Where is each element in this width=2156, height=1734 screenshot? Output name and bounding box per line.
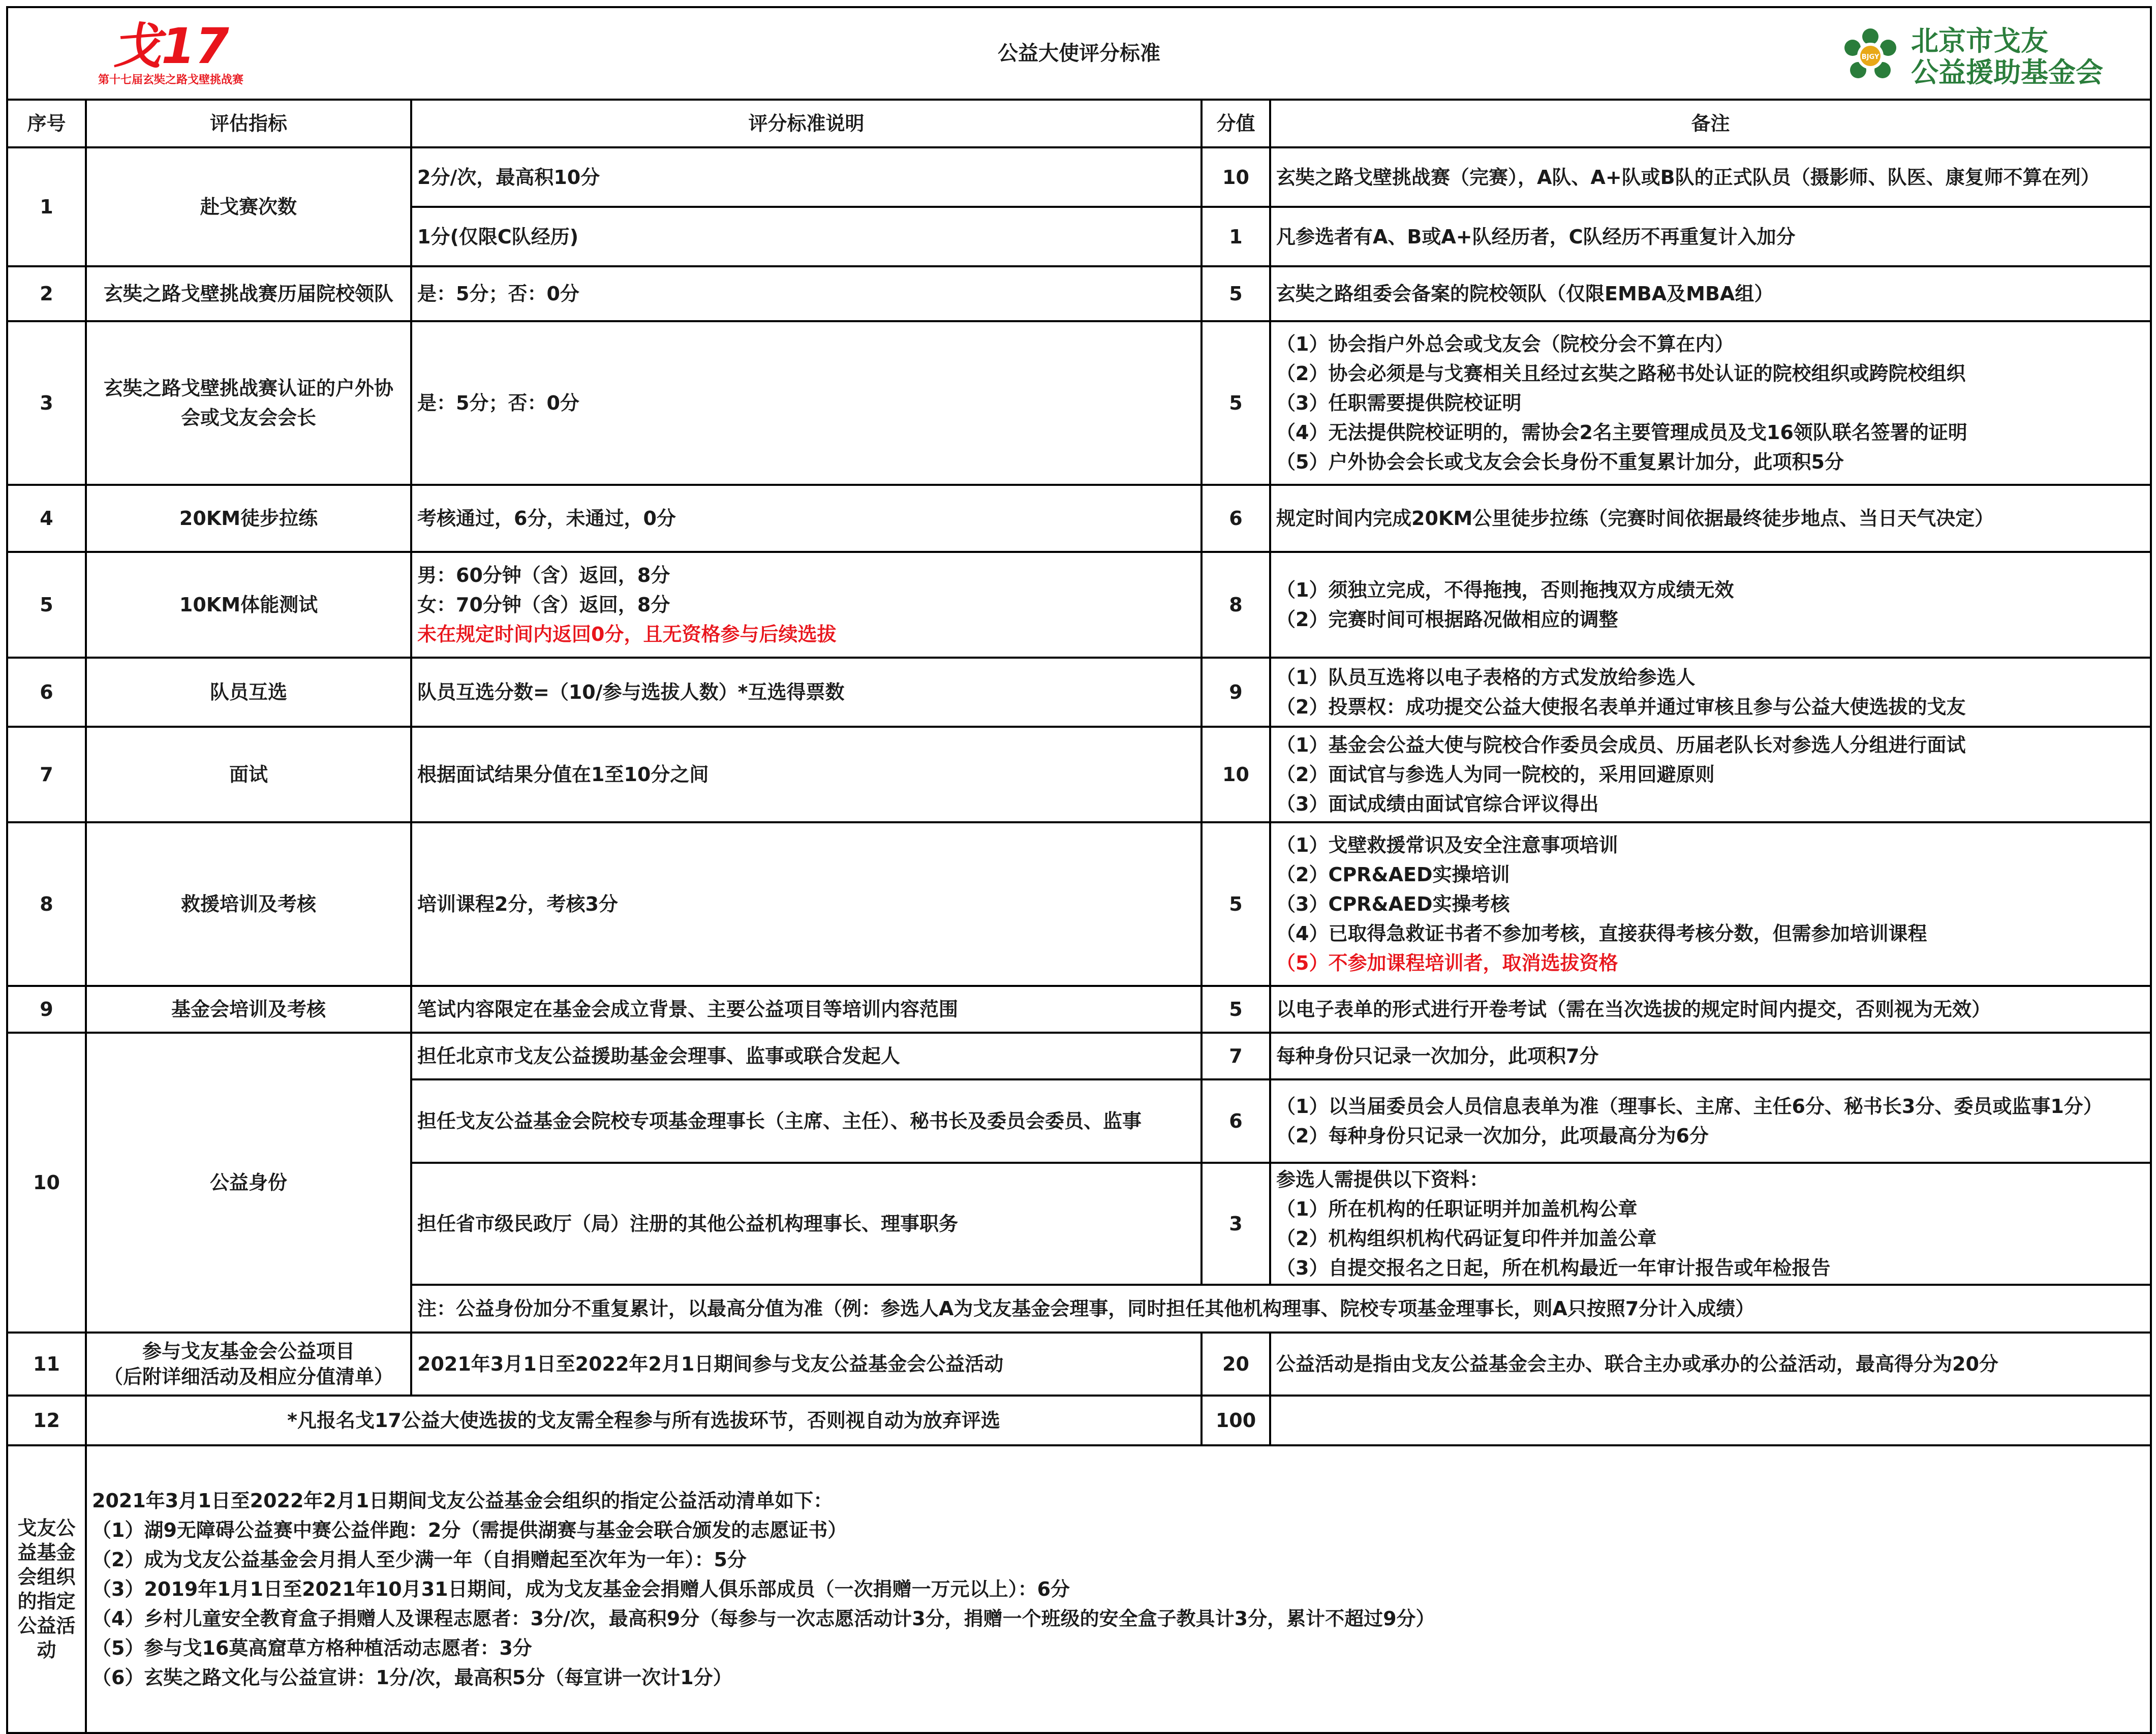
ge17-logo-mark: 戈17 bbox=[112, 18, 229, 75]
row-indicator: 玄奘之路戈壁挑战赛认证的户外协 会或戈友会会长 bbox=[86, 321, 411, 485]
table-row bbox=[7, 266, 2151, 321]
row-no: 10 bbox=[7, 1033, 86, 1333]
ge17-logo bbox=[84, 17, 257, 94]
col-header-score: 分值 bbox=[1202, 100, 1270, 147]
row-note: 公益活动是指由戈友公益基金会主办、联合主办或承办的公益活动，最高得分为20分 bbox=[1270, 1333, 2151, 1396]
row-indicator: 赴戈赛次数 bbox=[86, 147, 411, 266]
header-row bbox=[7, 7, 2151, 100]
foundation-emblem-icon bbox=[1840, 25, 1901, 86]
row-note: （1）协会指户外总会或戈友会（院校分会不算在内） （2）协会必须是与戈赛相关且经过玄奘之路秘书处认证的院校组织或跨院校组织 （3）任职需要提供院校证明 （4）无法提供院校证明的，需协会2名主要管理成员及戈16领队联名签署的证明 （5）户外协会会长或戈友会会长身份不重复累计加分，此项积5分 bbox=[1270, 321, 2151, 485]
row-score: 9 bbox=[1202, 658, 1270, 727]
table-row bbox=[7, 822, 2151, 986]
row-indicator: 公益身份 bbox=[86, 1033, 411, 1333]
row-note: （1）须独立完成，不得拖拽，否则拖拽双方成绩无效 （2）完赛时间可根据路况做相应的调整 bbox=[1270, 552, 2151, 658]
row-criteria: 男：60分钟（含）返回，8分 女：70分钟（含）返回，8分 未在规定时间内返回0分，且无资格参与后续选拔 bbox=[411, 552, 1202, 658]
table-row bbox=[7, 485, 2151, 552]
row-score: 6 bbox=[1202, 485, 1270, 552]
row-criteria: 担任北京市戈友公益援助基金会理事、监事或联合发起人 bbox=[411, 1033, 1202, 1079]
row-note: 每种身份只记录一次加分，此项积7分 bbox=[1270, 1033, 2151, 1079]
activities-row bbox=[7, 1445, 2151, 1733]
foundation-name-line2: 公益援助基金会 bbox=[1911, 56, 2104, 88]
row-criteria: 是：5分；否：0分 bbox=[411, 321, 1202, 485]
row-no: 2 bbox=[7, 266, 86, 321]
table-row bbox=[7, 147, 2151, 207]
row-no: 8 bbox=[7, 822, 86, 986]
row-note: 玄奘之路戈壁挑战赛（完赛），A队、A+队或B队的正式队员（摄影师、队医、康复师不算在列） bbox=[1270, 147, 2151, 207]
row-score: 5 bbox=[1202, 321, 1270, 485]
row-no: 4 bbox=[7, 485, 86, 552]
row-score: 5 bbox=[1202, 822, 1270, 986]
column-header-row bbox=[7, 100, 2151, 147]
row-no: 11 bbox=[7, 1333, 86, 1396]
list-item: （5）参与戈16莫高窟草方格种植活动志愿者：3分 bbox=[92, 1637, 532, 1659]
list-item: （6）玄奘之路文化与公益宣讲：1分/次，最高积5分（每宣讲一次计1分） bbox=[92, 1666, 732, 1689]
table-row bbox=[7, 1333, 2151, 1396]
row-indicator: 20KM徒步拉练 bbox=[86, 485, 411, 552]
row-indicator: 队员互选 bbox=[86, 658, 411, 727]
row-criteria: 考核通过，6分，未通过，0分 bbox=[411, 485, 1202, 552]
row-criteria: 担任戈友公益基金会院校专项基金理事长（主席、主任）、秘书长及委员会委员、监事 bbox=[411, 1079, 1202, 1163]
foundation-logo bbox=[1840, 23, 2124, 89]
disqualify-warning: 未在规定时间内返回0分，且无资格参与后续选拔 bbox=[417, 623, 837, 645]
table-row bbox=[7, 321, 2151, 485]
row-criteria: 1分(仅限C队经历) bbox=[411, 207, 1202, 266]
row-no: 1 bbox=[7, 147, 86, 266]
row-no: 12 bbox=[7, 1396, 86, 1445]
total-score: 100 bbox=[1202, 1396, 1270, 1445]
row-score: 20 bbox=[1202, 1333, 1270, 1396]
disqualify-warning: （5）不参加课程培训者，取消选拔资格 bbox=[1276, 952, 1618, 974]
row-indicator: 救援培训及考核 bbox=[86, 822, 411, 986]
row-criteria: 2021年3月1日至2022年2月1日期间参与戈友公益基金会公益活动 bbox=[411, 1333, 1202, 1396]
list-item: （4）乡村儿童安全教育盒子捐赠人及课程志愿者：3分/次，最高积9分（每参与一次志愿活动计3分，捐赠一个班级的安全盒子教具计3分，累计不超过9分） bbox=[92, 1607, 1435, 1630]
table-row bbox=[7, 727, 2151, 822]
row-note: 玄奘之路组委会备案的院校领队（仅限EMBA及MBA组） bbox=[1270, 266, 2151, 321]
col-header-criteria: 评分标准说明 bbox=[411, 100, 1202, 147]
row-indicator: 10KM体能测试 bbox=[86, 552, 411, 658]
row-criteria: 2分/次，最高积10分 bbox=[411, 147, 1202, 207]
row-note: 规定时间内完成20KM公里徒步拉练（完赛时间依据最终徒步地点、当日天气决定） bbox=[1270, 485, 2151, 552]
activities-list bbox=[86, 1445, 2151, 1733]
row-note: （1）基金会公益大使与院校合作委员会成员、历届老队长对参选人分组进行面试 （2）面试官与参选人为同一院校的，采用回避原则 （3）面试成绩由面试官综合评议得出 bbox=[1270, 727, 2151, 822]
row-score: 8 bbox=[1202, 552, 1270, 658]
identity-note: 注：公益身份加分不重复累计，以最高分值为准（例：参选人A为戈友基金会理事，同时担任其他机构理事、院校专项基金理事长，则A只按照7分计入成绩） bbox=[411, 1285, 2151, 1333]
score-table bbox=[6, 6, 2152, 1734]
row-note: （1）以当届委员会人员信息表单为准（理事长、主席、主任6分、秘书长3分、委员或监事1分） （2）每种身份只记录一次加分，此项最高分为6分 bbox=[1270, 1079, 2151, 1163]
table-row bbox=[7, 986, 2151, 1033]
row-score: 7 bbox=[1202, 1033, 1270, 1079]
row-criteria: 根据面试结果分值在1至10分之间 bbox=[411, 727, 1202, 822]
row-no: 3 bbox=[7, 321, 86, 485]
table-row bbox=[7, 552, 2151, 658]
row-score: 3 bbox=[1202, 1163, 1270, 1285]
row-indicator: 玄奘之路戈壁挑战赛历届院校领队 bbox=[86, 266, 411, 321]
col-header-no: 序号 bbox=[7, 100, 86, 147]
row-criteria: 队员互选分数=（10/参与选拔人数）*互选得票数 bbox=[411, 658, 1202, 727]
row-score: 5 bbox=[1202, 266, 1270, 321]
empty-cell bbox=[1270, 1396, 2151, 1445]
row-note: （1）戈壁救援常识及安全注意事项培训 （2）CPR&AED实操培训 （3）CPR&AED实操考核 （4）已取得急救证书者不参加考核，直接获得考核分数，但需参加培训课程 （5）不参加课程培训者，取消选拔资格 bbox=[1270, 822, 2151, 986]
table-row bbox=[7, 1396, 2151, 1445]
table-row bbox=[7, 1033, 2151, 1079]
row-criteria: 笔试内容限定在基金会成立背景、主要公益项目等培训内容范围 bbox=[411, 986, 1202, 1033]
row-score: 1 bbox=[1202, 207, 1270, 266]
list-item: （3）2019年1月1日至2021年10月31日期间，成为戈友基金会捐赠人俱乐部成员（一次捐赠一万元以上）：6分 bbox=[92, 1578, 1070, 1600]
table-row bbox=[7, 658, 2151, 727]
participation-notice: *凡报名戈17公益大使选拔的戈友需全程参与所有选拔环节，否则视自动为放弃评选 bbox=[86, 1396, 1202, 1445]
row-indicator: 基金会培训及考核 bbox=[86, 986, 411, 1033]
row-score: 5 bbox=[1202, 986, 1270, 1033]
col-header-note: 备注 bbox=[1270, 100, 2151, 147]
row-no: 9 bbox=[7, 986, 86, 1033]
row-no: 5 bbox=[7, 552, 86, 658]
row-score: 6 bbox=[1202, 1079, 1270, 1163]
row-score: 10 bbox=[1202, 147, 1270, 207]
row-criteria: 担任省市级民政厅（局）注册的其他公益机构理事长、理事职务 bbox=[411, 1163, 1202, 1285]
row-note: 凡参选者有A、B或A+队经历者，C队经历不再重复计入加分 bbox=[1270, 207, 2151, 266]
row-note: 参选人需提供以下资料： （1）所在机构的任职证明并加盖机构公章 （2）机构组织机构代码证复印件并加盖公章 （3）自提交报名之日起，所在机构最近一年审计报告或年检报告 bbox=[1270, 1163, 2151, 1285]
activities-label: 戈友公 益基金 会组织 的指定 公益活 动 bbox=[7, 1445, 86, 1733]
row-no: 7 bbox=[7, 727, 86, 822]
foundation-name-line1: 北京市戈友 bbox=[1911, 25, 2049, 57]
row-indicator: 面试 bbox=[86, 727, 411, 822]
list-item: （2）成为戈友公益基金会月捐人至少满一年（自捐赠起至次年为一年）：5分 bbox=[92, 1549, 747, 1571]
row-indicator: 参与戈友基金会公益项目 （后附详细活动及相应分值清单） bbox=[86, 1333, 411, 1396]
row-no: 6 bbox=[7, 658, 86, 727]
row-note: （1）队员互选将以电子表格的方式发放给参选人 （2）投票权：成功提交公益大使报名表单并通过审核且参与公益大使选拔的戈友 bbox=[1270, 658, 2151, 727]
col-header-indicator: 评估指标 bbox=[86, 100, 411, 147]
row-criteria: 培训课程2分，考核3分 bbox=[411, 822, 1202, 986]
ge17-logo-subtitle: 第十七届玄奘之路戈壁挑战赛 bbox=[98, 74, 244, 86]
page-title: 公益大使评分标准 bbox=[998, 42, 1160, 65]
row-criteria: 是：5分；否：0分 bbox=[411, 266, 1202, 321]
row-score: 10 bbox=[1202, 727, 1270, 822]
list-item: （1）湖9无障碍公益赛中赛公益伴跑：2分（需提供湖赛与基金会联合颁发的志愿证书） bbox=[92, 1519, 847, 1541]
row-note: 以电子表单的形式进行开卷考试（需在当次选拔的规定时间内提交，否则视为无效） bbox=[1270, 986, 2151, 1033]
activities-intro: 2021年3月1日至2022年2月1日期间戈友公益基金会组织的指定公益活动清单如下： bbox=[92, 1490, 833, 1512]
foundation-badge-text: BJGY bbox=[1861, 53, 1880, 61]
